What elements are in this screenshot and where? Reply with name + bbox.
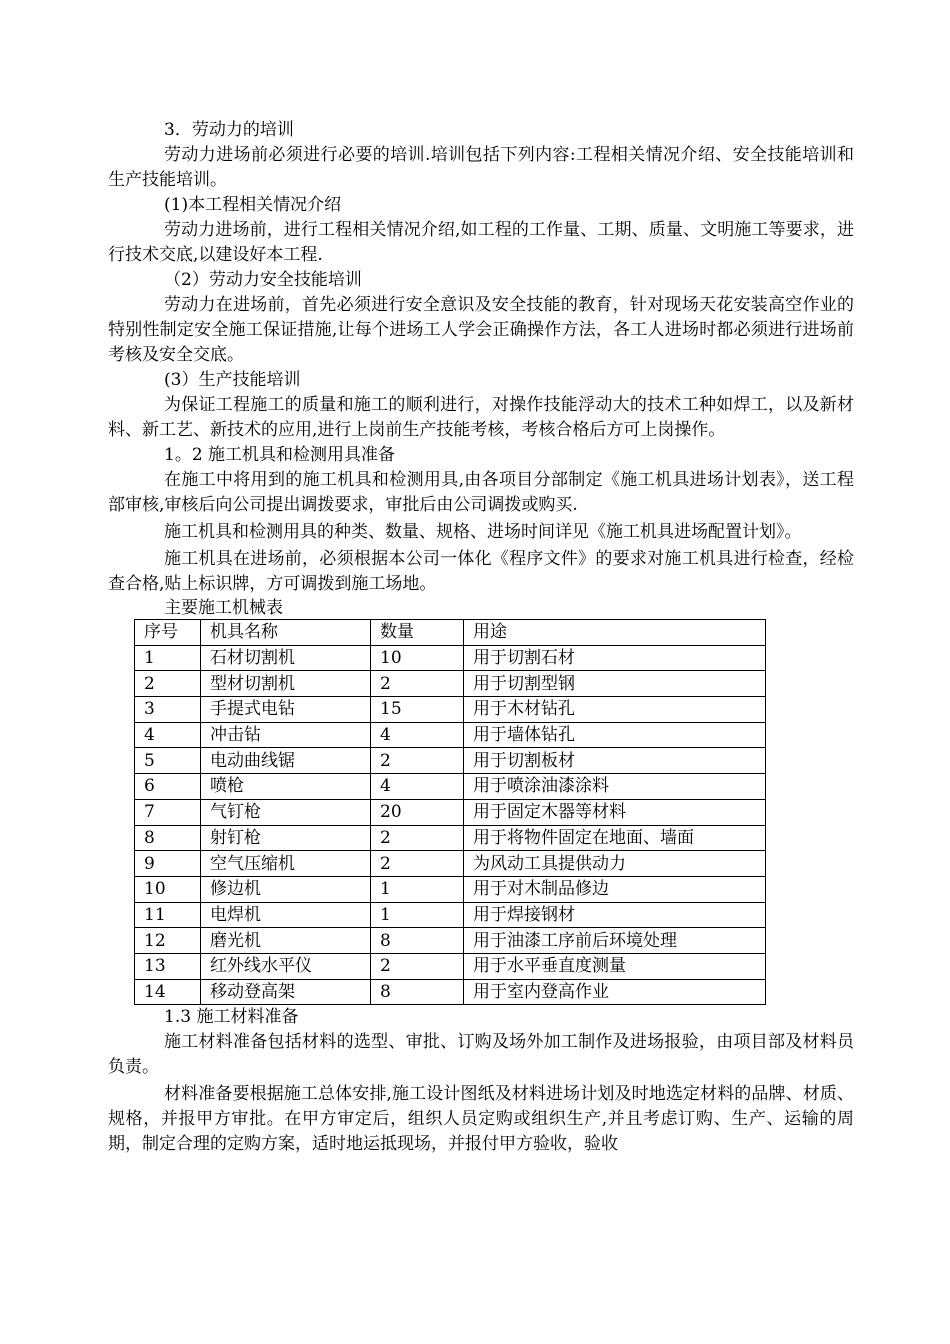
subsection-heading: (3）生产技能培训 <box>164 370 301 390</box>
table-cell: 1 <box>371 902 464 928</box>
table-cell: 用于将物件固定在地面、墙面 <box>464 825 766 851</box>
table-cell: 11 <box>135 902 201 928</box>
header-cell: 数量 <box>371 620 464 646</box>
section-heading: 1。2 施工机具和检测用具准备 <box>164 445 396 465</box>
table-cell: 用于水平垂直度测量 <box>464 953 766 979</box>
table-cell: 2 <box>371 671 464 697</box>
table-cell: 8 <box>371 928 464 954</box>
table-header-row <box>135 620 766 646</box>
table-cell: 8 <box>371 979 464 1005</box>
table-cell: 9 <box>135 851 201 877</box>
section-heading: 1.3 施工材料准备 <box>164 1007 299 1028</box>
paragraph: 劳动力进场前，进行工程相关情况介绍,如工程的工作量、工期、质量、文明施工等要求，进行技术交底,以建设好本工程. <box>108 220 854 265</box>
table-cell: 2 <box>135 671 201 697</box>
table-cell: 1 <box>135 645 201 671</box>
table-cell: 3 <box>135 697 201 723</box>
table-cell: 移动登高架 <box>201 979 371 1005</box>
table-cell: 修边机 <box>201 876 371 902</box>
table-cell: 15 <box>371 697 464 723</box>
table-cell: 2 <box>371 825 464 851</box>
table-row <box>135 697 766 723</box>
paragraph: 在施工中将用到的施工机具和检测用具,由各项目分部制定《施工机具进场计划表》，送工程部审核,审核后向公司提出调拨要求，审批后由公司调拨或购买. <box>108 470 854 515</box>
table-row <box>135 799 766 825</box>
table-row <box>135 645 766 671</box>
table-cell: 用于切割石材 <box>464 645 766 671</box>
header-cell: 用途 <box>464 620 766 646</box>
table-cell: 磨光机 <box>201 928 371 954</box>
table-caption: 主要施工机械表 <box>164 598 283 618</box>
table-cell: 4 <box>371 774 464 800</box>
table-cell: 石材切割机 <box>201 645 371 671</box>
table-cell: 4 <box>371 722 464 748</box>
table-cell: 喷枪 <box>201 774 371 800</box>
table-cell: 5 <box>135 748 201 774</box>
table-cell: 13 <box>135 953 201 979</box>
table-cell: 冲击钻 <box>201 722 371 748</box>
table-cell: 2 <box>371 953 464 979</box>
table-cell: 2 <box>371 748 464 774</box>
table-cell: 电焊机 <box>201 902 371 928</box>
table-cell: 用于木材钻孔 <box>464 697 766 723</box>
table-cell: 2 <box>371 851 464 877</box>
table-row <box>135 722 766 748</box>
table-cell: 电动曲线锯 <box>201 748 371 774</box>
table-cell: 6 <box>135 774 201 800</box>
machine-table <box>134 619 766 1005</box>
subsection-heading: (1)本工程相关情况介绍 <box>164 195 342 215</box>
table-cell: 1 <box>371 876 464 902</box>
table-cell: 空气压缩机 <box>201 851 371 877</box>
table-row <box>135 774 766 800</box>
table-cell: 用于焊接钢材 <box>464 902 766 928</box>
table-cell: 8 <box>135 825 201 851</box>
table-cell: 气钉枪 <box>201 799 371 825</box>
table-cell: 用于对木制品修边 <box>464 876 766 902</box>
subsection-heading: （2）劳动力安全技能培训 <box>164 270 362 290</box>
paragraph: 材料准备要根据施工总体安排,施工设计图纸及材料进场计划及时地选定材料的品牌、材质、规格，并报甲方审批。在甲方审定后，组织人员定购或组织生产,并且考虑订购、生产、运输的周期，制定合理的定购方案，适时地运抵现场，并报付甲方验收，验收 <box>108 1084 854 1155</box>
header-cell: 机具名称 <box>201 620 371 646</box>
table-row <box>135 928 766 954</box>
document-page <box>108 118 854 1157</box>
table-row <box>135 902 766 928</box>
table-cell: 用于油漆工序前后环境处理 <box>464 928 766 954</box>
paragraph: 施工材料准备包括材料的选型、审批、订购及场外加工制作及进场报验，由项目部及材料员负责。 <box>108 1032 854 1078</box>
table-row <box>135 671 766 697</box>
paragraph: 劳动力进场前必须进行必要的培训.培训包括下列内容:工程相关情况介绍、安全技能培训和生产技能培训。 <box>108 145 854 190</box>
table-cell: 10 <box>371 645 464 671</box>
paragraph: 施工机具和检测用具的种类、数量、规格、进场时间详见《施工机具进场配置计划》。 <box>164 522 802 542</box>
section-heading: 3．劳动力的培训 <box>164 120 294 140</box>
header-cell: 序号 <box>135 620 201 646</box>
table-row <box>135 748 766 774</box>
paragraph: 为保证工程施工的质量和施工的顺利进行，对操作技能浮动大的技术工种如焊工，以及新材料、新工艺、新技术的应用,进行上岗前生产技能考核，考核合格后方可上岗操作。 <box>108 395 854 440</box>
paragraph: 劳动力在进场前，首先必须进行安全意识及安全技能的教育，针对现场天花安装高空作业的特别性制定安全施工保证措施,让每个进场工人学会正确操作方法，各工人进场时都必须进行进场前考核及安全交底。 <box>108 295 854 365</box>
table-cell: 用于固定木器等材料 <box>464 799 766 825</box>
table-row <box>135 876 766 902</box>
table-cell: 10 <box>135 876 201 902</box>
table-cell: 12 <box>135 928 201 954</box>
table-cell: 型材切割机 <box>201 671 371 697</box>
table-cell: 用于室内登高作业 <box>464 979 766 1005</box>
table-row <box>135 953 766 979</box>
paragraph: 施工机具在进场前，必须根据本公司一体化《程序文件》的要求对施工机具进行检查，经检查合格,贴上标识牌，方可调拨到施工场地。 <box>108 549 854 594</box>
table-cell: 用于喷涂油漆涂料 <box>464 774 766 800</box>
table-cell: 4 <box>135 722 201 748</box>
table-cell: 用于切割型钢 <box>464 671 766 697</box>
table-cell: 20 <box>371 799 464 825</box>
table-row <box>135 979 766 1005</box>
table-cell: 用于切割板材 <box>464 748 766 774</box>
table-cell: 7 <box>135 799 201 825</box>
table-cell: 射钉枪 <box>201 825 371 851</box>
table-cell: 用于墙体钻孔 <box>464 722 766 748</box>
table-cell: 为风动工具提供动力 <box>464 851 766 877</box>
table-cell: 14 <box>135 979 201 1005</box>
table-row <box>135 851 766 877</box>
table-cell: 红外线水平仪 <box>201 953 371 979</box>
table-cell: 手提式电钻 <box>201 697 371 723</box>
table-row <box>135 825 766 851</box>
